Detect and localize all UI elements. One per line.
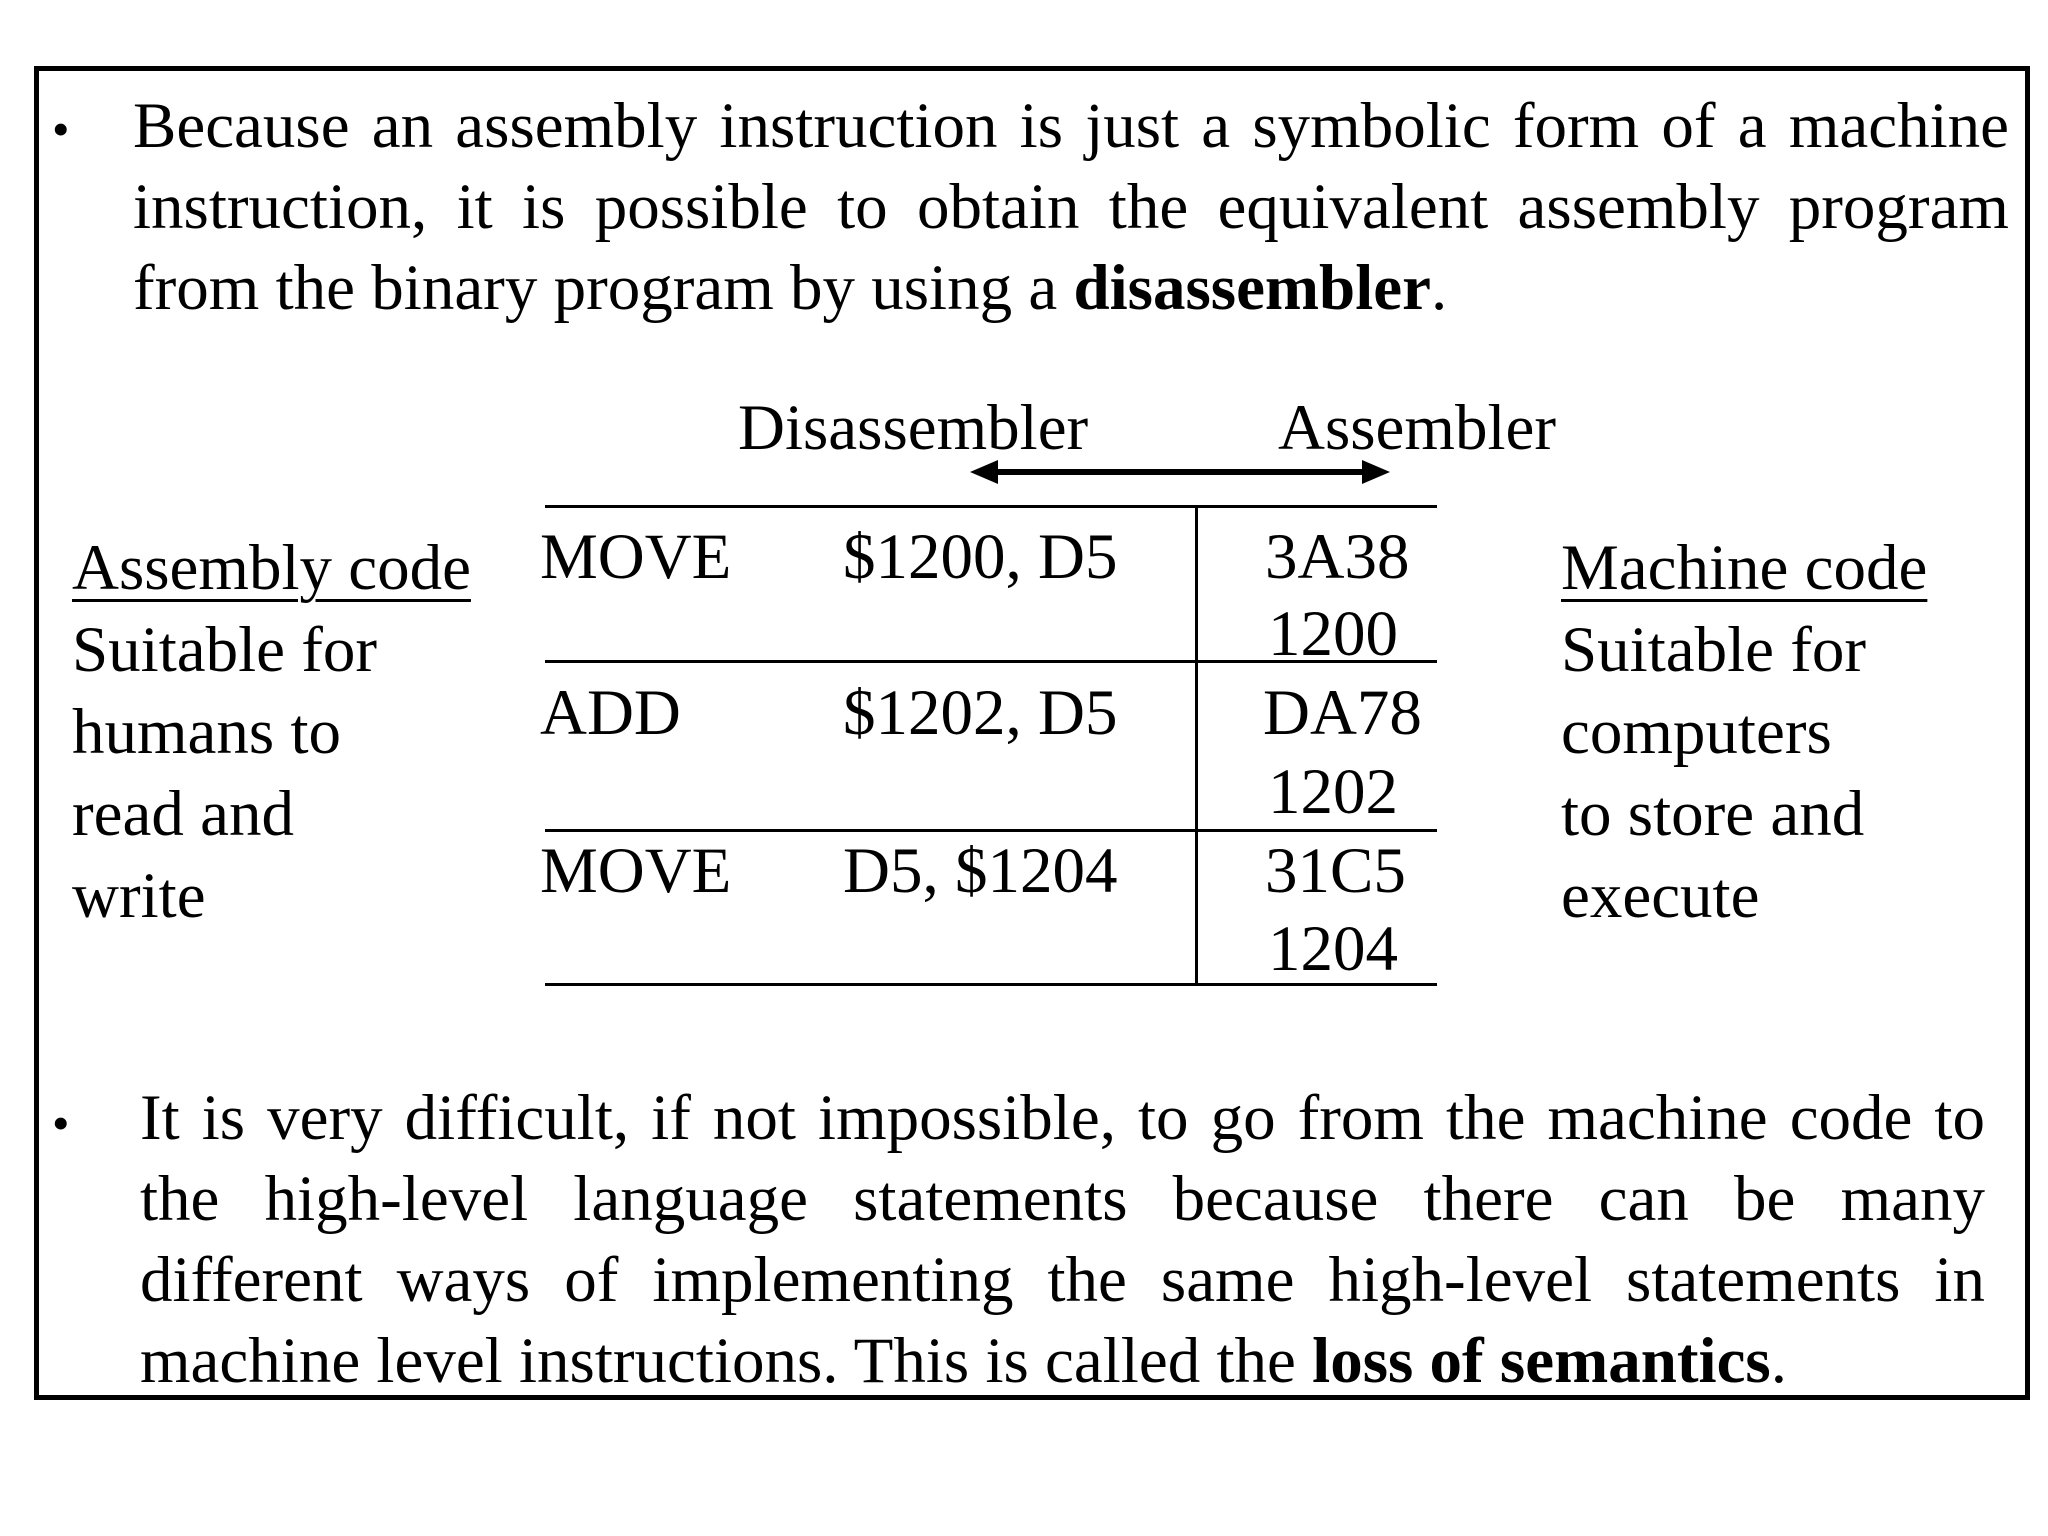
machine-code-heading: Machine code bbox=[1561, 532, 1928, 604]
machine-description-line: to store and bbox=[1561, 778, 1865, 850]
table-top-rule bbox=[545, 505, 1437, 508]
row-3-machine-word-1: 31C5 bbox=[1265, 835, 1406, 907]
table-column-divider bbox=[1195, 505, 1198, 986]
assembly-code-description bbox=[72, 527, 471, 937]
assembly-description-line: read and bbox=[72, 778, 294, 850]
row-3-machine-word-2: 1204 bbox=[1268, 913, 1398, 985]
machine-description-line: Suitable for bbox=[1561, 614, 1867, 686]
machine-description-line: computers bbox=[1561, 696, 1832, 768]
assembly-description-line: write bbox=[72, 860, 206, 932]
paragraph-2-text: It is very difficult, if not impossible, to go from the machine code to the high-level language statements because there can be many different ways of implementing the same high-level statements in machine level instructions. This is called the bbox=[140, 1082, 1985, 1397]
assembler-label: Assembler bbox=[1278, 392, 1556, 464]
paragraph-2-period: . bbox=[1770, 1325, 1787, 1397]
row-1-operands: $1200, D5 bbox=[843, 521, 1118, 593]
bullet-marker-1: • bbox=[52, 101, 70, 157]
paragraph-1-bold-term: disassembler bbox=[1073, 252, 1431, 324]
assembly-code-heading: Assembly code bbox=[72, 532, 471, 604]
row-2-machine-word-1: DA78 bbox=[1263, 677, 1422, 749]
machine-description-line: execute bbox=[1561, 860, 1760, 932]
paragraph-1-period: . bbox=[1430, 252, 1448, 324]
row-3-operands: D5, $1204 bbox=[843, 835, 1118, 907]
row-1-machine-word-1: 3A38 bbox=[1265, 521, 1410, 593]
row-1-machine-word-2: 1200 bbox=[1268, 598, 1398, 670]
bullet-marker-2: • bbox=[52, 1095, 70, 1151]
row-2-machine-word-2: 1202 bbox=[1268, 756, 1398, 828]
machine-code-description bbox=[1561, 527, 1927, 937]
disassembler-label: Disassembler bbox=[738, 392, 1089, 464]
paragraph-1-text: Because an assembly instruction is just a symbolic form of a machine instruction, it is possible to obtain the equivalent assembly program from the binary program by using a bbox=[133, 90, 2009, 324]
assembly-description-line: Suitable for bbox=[72, 614, 378, 686]
row-3-opcode: MOVE bbox=[540, 835, 732, 907]
row-2-operands: $1202, D5 bbox=[843, 677, 1118, 749]
bullet-paragraph-2 bbox=[140, 1078, 1985, 1402]
row-2-opcode: ADD bbox=[540, 677, 681, 749]
bullet-paragraph-1 bbox=[133, 86, 2009, 329]
double-arrow-icon bbox=[970, 452, 1390, 492]
paragraph-2-bold-term: loss of semantics bbox=[1312, 1325, 1771, 1397]
assembly-description-line: humans to bbox=[72, 696, 342, 768]
row-1-opcode: MOVE bbox=[540, 521, 732, 593]
